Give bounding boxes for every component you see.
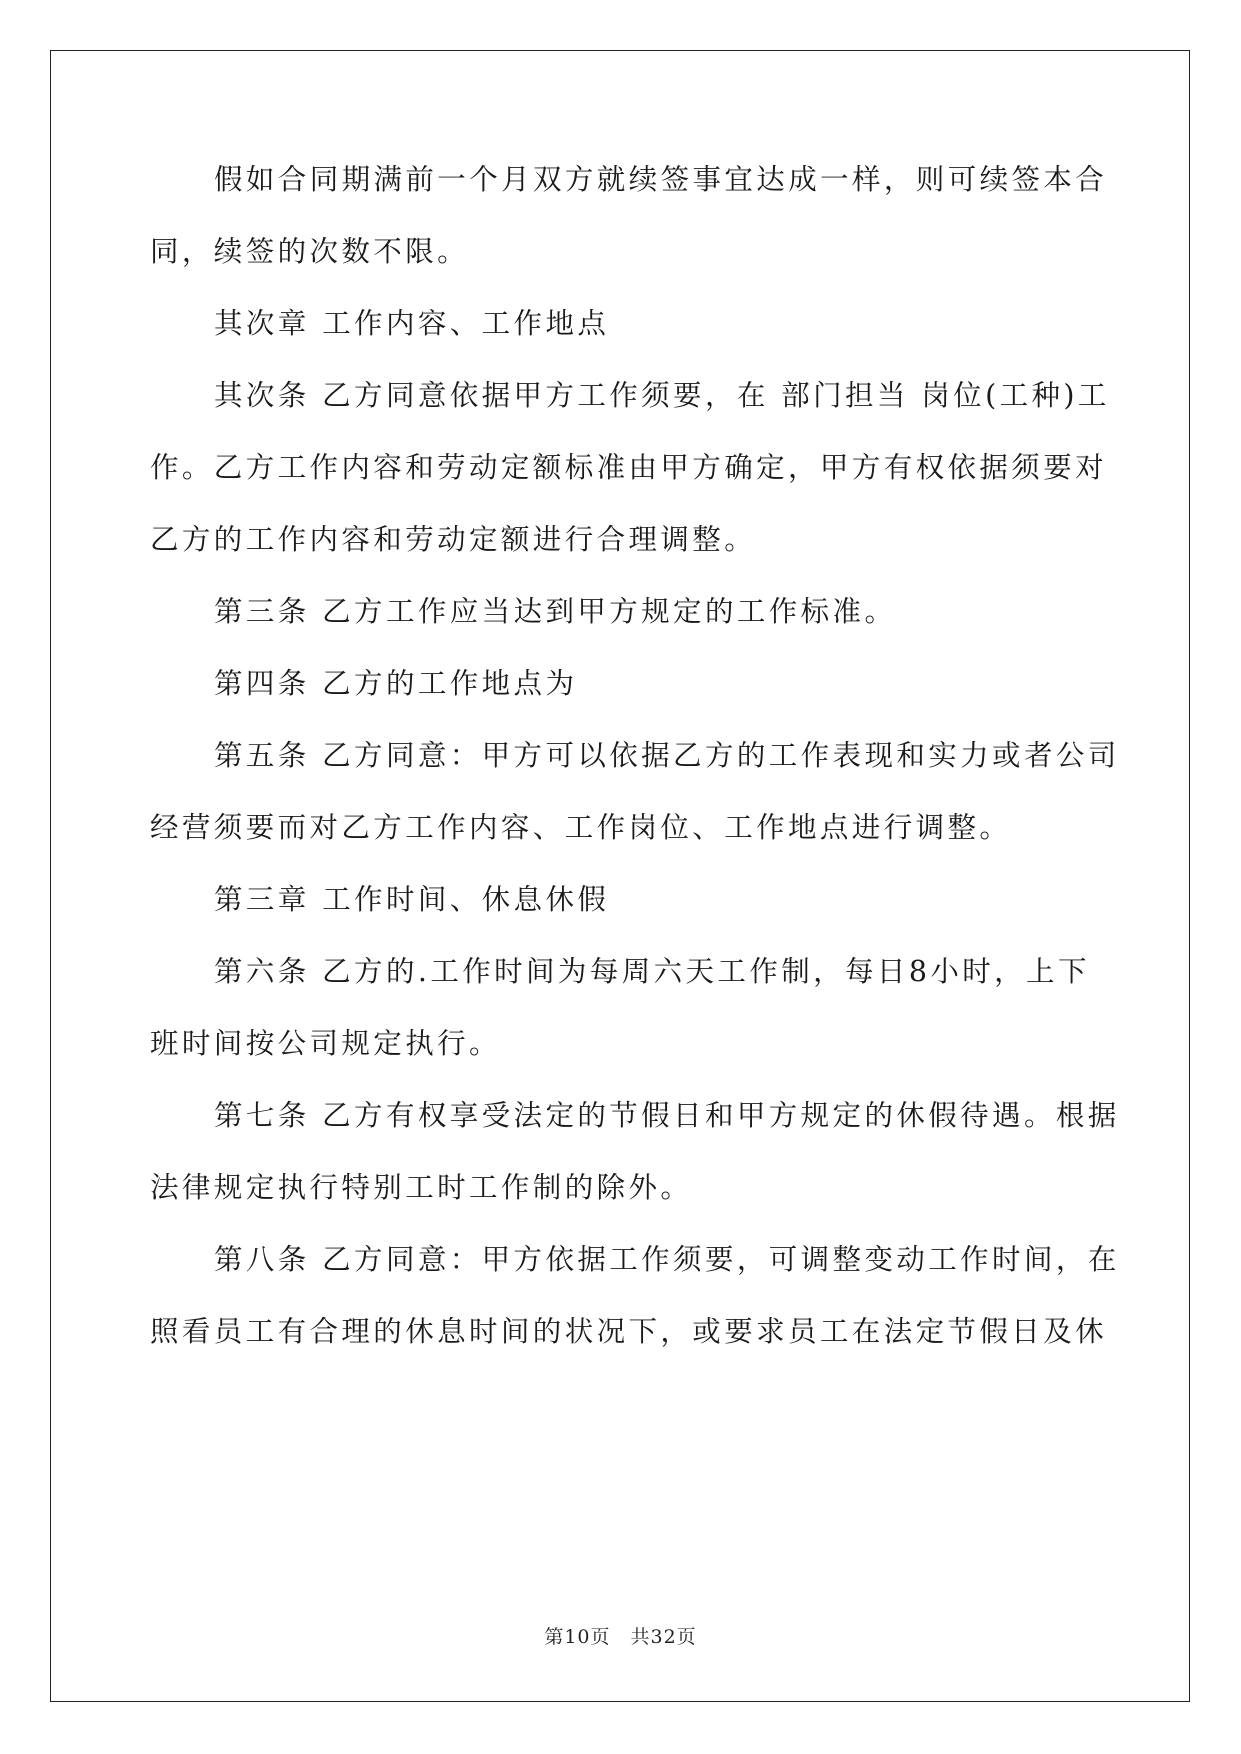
paragraph-line: 同，续签的次数不限。 [150, 235, 470, 268]
paragraph-line: 第五条 乙方同意：甲方可以依据乙方的工作表现和实力或者公司 [214, 739, 1120, 772]
paragraph-line: 第八条 乙方同意：甲方依据工作须要，可调整变动工作时间，在 [214, 1243, 1120, 1276]
chapter-heading: 其次章 工作内容、工作地点 [214, 307, 610, 340]
paragraph-line: 照看员工有合理的休息时间的状况下，或要求员工在法定节假日及休 [150, 1315, 1108, 1348]
paragraph-line: 经营须要而对乙方工作内容、工作岗位、工作地点进行调整。 [150, 811, 1012, 844]
paragraph-line: 法律规定执行特别工时工作制的除外。 [150, 1171, 693, 1204]
paragraph-line: 假如合同期满前一个月双方就续签事宜达成一样，则可续签本合 [214, 163, 1108, 196]
paragraph-line: 班时间按公司规定执行。 [150, 1027, 501, 1060]
paragraph-line: 作。乙方工作内容和劳动定额标准由甲方确定，甲方有权依据须要对 [150, 451, 1108, 484]
paragraph-line: 第七条 乙方有权享受法定的节假日和甲方规定的休假待遇。根据 [214, 1099, 1120, 1132]
page-number-footer: 第10页 共32页 [544, 1626, 697, 1648]
page-border [50, 50, 1190, 1702]
paragraph-line: 第三条 乙方工作应当达到甲方规定的工作标准。 [214, 595, 897, 628]
paragraph-line: 其次条 乙方同意依据甲方工作须要，在 部门担当 岗位(工种)工 [214, 379, 1110, 412]
paragraph-line: 乙方的工作内容和劳动定额进行合理调整。 [150, 523, 757, 556]
paragraph-line: 第六条 乙方的.工作时间为每周六天工作制，每日8小时，上下 [214, 955, 1090, 988]
paragraph-line: 第四条 乙方的工作地点为 [214, 667, 578, 700]
chapter-heading: 第三章 工作时间、休息休假 [214, 883, 610, 916]
